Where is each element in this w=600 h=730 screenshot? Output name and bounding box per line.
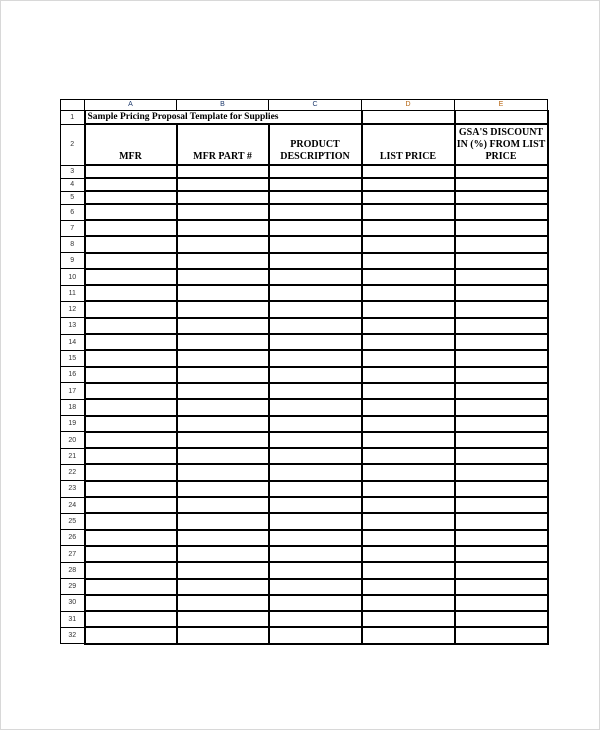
cell[interactable] [362, 481, 455, 497]
row-number: 15 [61, 350, 85, 366]
cell[interactable] [362, 334, 455, 350]
cell[interactable] [269, 464, 362, 480]
row-number: 28 [61, 562, 85, 578]
cell[interactable] [455, 595, 548, 611]
row-number: 26 [61, 530, 85, 546]
cell[interactable] [177, 204, 269, 220]
table-row [61, 627, 548, 643]
cell[interactable] [362, 269, 455, 285]
cell[interactable] [269, 562, 362, 578]
cell[interactable] [455, 546, 548, 562]
cell[interactable] [362, 318, 455, 334]
cell[interactable] [455, 448, 548, 464]
table-row [61, 416, 548, 432]
table-row [61, 285, 548, 301]
title-row [61, 111, 548, 125]
cell[interactable] [455, 204, 548, 220]
row-number: 29 [61, 579, 85, 595]
table-row [61, 165, 548, 178]
cell[interactable] [85, 579, 177, 595]
cell[interactable] [455, 367, 548, 383]
row-number: 18 [61, 399, 85, 415]
cell[interactable] [85, 285, 177, 301]
cell[interactable] [455, 530, 548, 546]
cell[interactable] [177, 497, 269, 513]
cell[interactable] [177, 481, 269, 497]
row-number: 22 [61, 464, 85, 480]
cell[interactable] [85, 334, 177, 350]
cell[interactable] [455, 562, 548, 578]
cell[interactable] [85, 448, 177, 464]
table-row [61, 204, 548, 220]
column-header-c: C [269, 100, 362, 111]
row-number: 32 [61, 627, 85, 643]
table-row [61, 399, 548, 415]
cell[interactable] [362, 546, 455, 562]
cell[interactable] [455, 220, 548, 236]
cell[interactable] [269, 530, 362, 546]
cell[interactable] [362, 191, 455, 204]
table-row [61, 595, 548, 611]
cell[interactable] [177, 220, 269, 236]
cell[interactable] [177, 285, 269, 301]
table-row [61, 513, 548, 529]
row-number: 4 [61, 178, 85, 191]
cell[interactable] [455, 191, 548, 204]
cell[interactable] [269, 285, 362, 301]
cell[interactable] [85, 611, 177, 627]
cell[interactable] [455, 236, 548, 252]
cell[interactable] [177, 165, 269, 178]
row-number: 8 [61, 236, 85, 252]
table-row [61, 432, 548, 448]
table-row [61, 236, 548, 252]
cell[interactable] [177, 579, 269, 595]
row-number: 2 [61, 124, 85, 165]
cell[interactable] [85, 350, 177, 366]
cell[interactable] [269, 191, 362, 204]
cell[interactable] [362, 220, 455, 236]
cell[interactable] [177, 448, 269, 464]
cell[interactable] [269, 399, 362, 415]
cell[interactable] [269, 595, 362, 611]
cell[interactable] [362, 111, 455, 125]
cell[interactable] [362, 611, 455, 627]
row-number: 6 [61, 204, 85, 220]
cell[interactable] [85, 627, 177, 643]
table-row [61, 611, 548, 627]
column-header-b: B [177, 100, 269, 111]
cell[interactable] [177, 399, 269, 415]
row-number: 16 [61, 367, 85, 383]
row-number: 19 [61, 416, 85, 432]
header-list-price: LIST PRICE [362, 124, 455, 165]
cell[interactable] [85, 204, 177, 220]
cell[interactable] [177, 318, 269, 334]
cell[interactable] [85, 546, 177, 562]
cell[interactable] [455, 432, 548, 448]
cell[interactable] [269, 627, 362, 643]
row-number: 7 [61, 220, 85, 236]
cell[interactable] [362, 285, 455, 301]
cell[interactable] [85, 464, 177, 480]
cell[interactable] [269, 318, 362, 334]
cell[interactable] [455, 301, 548, 317]
cell[interactable] [85, 595, 177, 611]
cell[interactable] [455, 318, 548, 334]
cell[interactable] [455, 165, 548, 178]
cell[interactable] [269, 579, 362, 595]
cell[interactable] [362, 301, 455, 317]
cell[interactable] [177, 611, 269, 627]
table-row [61, 464, 548, 480]
table-row [61, 579, 548, 595]
cell[interactable] [269, 253, 362, 269]
cell[interactable] [269, 236, 362, 252]
cell[interactable] [362, 530, 455, 546]
cell[interactable] [177, 530, 269, 546]
cell[interactable] [177, 432, 269, 448]
column-header-e: E [455, 100, 548, 111]
row-number: 5 [61, 191, 85, 204]
table-row [61, 383, 548, 399]
row-number: 17 [61, 383, 85, 399]
cell[interactable] [269, 178, 362, 191]
cell[interactable] [177, 367, 269, 383]
column-header-row [61, 100, 548, 111]
row-number: 13 [61, 318, 85, 334]
cell[interactable] [362, 497, 455, 513]
cell[interactable] [85, 269, 177, 285]
cell[interactable] [85, 513, 177, 529]
cell[interactable] [362, 178, 455, 191]
cell[interactable] [269, 611, 362, 627]
cell[interactable] [362, 416, 455, 432]
cell[interactable] [177, 191, 269, 204]
header-row [61, 124, 548, 165]
cell[interactable] [269, 334, 362, 350]
cell[interactable] [269, 350, 362, 366]
cell[interactable] [455, 334, 548, 350]
cell[interactable] [85, 367, 177, 383]
cell[interactable] [269, 546, 362, 562]
table-row [61, 191, 548, 204]
cell[interactable] [269, 497, 362, 513]
cell[interactable] [362, 464, 455, 480]
cell[interactable] [362, 350, 455, 366]
cell[interactable] [455, 464, 548, 480]
cell[interactable] [177, 253, 269, 269]
cell[interactable] [269, 204, 362, 220]
cell[interactable] [177, 334, 269, 350]
cell[interactable] [177, 627, 269, 643]
cell[interactable] [455, 611, 548, 627]
cell[interactable] [177, 383, 269, 399]
cell[interactable] [85, 301, 177, 317]
cell[interactable] [177, 513, 269, 529]
cell[interactable] [269, 513, 362, 529]
table-row [61, 253, 548, 269]
table-row [61, 220, 548, 236]
row-number: 20 [61, 432, 85, 448]
cell[interactable] [455, 416, 548, 432]
cell[interactable] [362, 204, 455, 220]
row-number: 14 [61, 334, 85, 350]
cell[interactable] [269, 481, 362, 497]
table-row [61, 318, 548, 334]
row-number: 27 [61, 546, 85, 562]
row-number: 25 [61, 513, 85, 529]
cell[interactable] [177, 595, 269, 611]
cell[interactable] [85, 497, 177, 513]
cell[interactable] [85, 191, 177, 204]
sheet-title: Sample Pricing Proposal Template for Supplies [85, 111, 362, 125]
table-row [61, 481, 548, 497]
cell[interactable] [362, 367, 455, 383]
table-row [61, 546, 548, 562]
cell[interactable] [455, 579, 548, 595]
corner-cell [61, 100, 85, 111]
cell[interactable] [455, 399, 548, 415]
cell[interactable] [85, 178, 177, 191]
cell[interactable] [455, 111, 548, 125]
cell[interactable] [85, 318, 177, 334]
row-number: 11 [61, 285, 85, 301]
cell[interactable] [177, 269, 269, 285]
pricing-spreadsheet [60, 99, 549, 645]
cell[interactable] [455, 383, 548, 399]
table-row [61, 530, 548, 546]
table-row [61, 367, 548, 383]
table-row [61, 178, 548, 191]
cell[interactable] [85, 236, 177, 252]
cell[interactable] [269, 301, 362, 317]
cell[interactable] [362, 165, 455, 178]
cell[interactable] [362, 448, 455, 464]
cell[interactable] [362, 627, 455, 643]
header-product-description: PRODUCT DESCRIPTION [269, 124, 362, 165]
table-row [61, 350, 548, 366]
cell[interactable] [85, 416, 177, 432]
row-number: 3 [61, 165, 85, 178]
cell[interactable] [177, 178, 269, 191]
cell[interactable] [362, 595, 455, 611]
cell[interactable] [269, 448, 362, 464]
cell[interactable] [85, 399, 177, 415]
row-number: 12 [61, 301, 85, 317]
cell[interactable] [362, 579, 455, 595]
table-row [61, 334, 548, 350]
cell[interactable] [455, 627, 548, 643]
cell[interactable] [362, 253, 455, 269]
row-number: 23 [61, 481, 85, 497]
cell[interactable] [85, 432, 177, 448]
cell[interactable] [269, 220, 362, 236]
cell[interactable] [177, 350, 269, 366]
cell[interactable] [269, 432, 362, 448]
cell[interactable] [85, 253, 177, 269]
header-mfr-part: MFR PART # [177, 124, 269, 165]
cell[interactable] [455, 497, 548, 513]
table-row [61, 562, 548, 578]
cell[interactable] [455, 269, 548, 285]
row-number: 21 [61, 448, 85, 464]
cell[interactable] [269, 367, 362, 383]
cell[interactable] [362, 562, 455, 578]
table-row [61, 497, 548, 513]
cell[interactable] [177, 236, 269, 252]
cell[interactable] [269, 269, 362, 285]
cell[interactable] [362, 513, 455, 529]
cell[interactable] [177, 546, 269, 562]
cell[interactable] [85, 220, 177, 236]
cell[interactable] [85, 481, 177, 497]
cell[interactable] [362, 399, 455, 415]
cell[interactable] [177, 464, 269, 480]
cell[interactable] [455, 481, 548, 497]
header-mfr: MFR [85, 124, 177, 165]
row-number: 31 [61, 611, 85, 627]
column-header-d: D [362, 100, 455, 111]
cell[interactable] [362, 383, 455, 399]
row-number: 30 [61, 595, 85, 611]
cell[interactable] [455, 178, 548, 191]
cell[interactable] [85, 383, 177, 399]
cell[interactable] [269, 383, 362, 399]
cell[interactable] [455, 350, 548, 366]
cell[interactable] [269, 416, 362, 432]
cell[interactable] [177, 416, 269, 432]
cell[interactable] [455, 253, 548, 269]
table-row [61, 301, 548, 317]
table-row [61, 448, 548, 464]
row-number: 24 [61, 497, 85, 513]
cell[interactable] [362, 432, 455, 448]
cell[interactable] [177, 562, 269, 578]
cell[interactable] [85, 530, 177, 546]
column-header-a: A [85, 100, 177, 111]
cell[interactable] [455, 513, 548, 529]
cell[interactable] [455, 285, 548, 301]
cell[interactable] [85, 165, 177, 178]
header-gsa-discount: GSA'S DISCOUNT IN (%) FROM LIST PRICE [455, 124, 548, 165]
cell[interactable] [85, 562, 177, 578]
row-number: 9 [61, 253, 85, 269]
cell[interactable] [362, 236, 455, 252]
cell[interactable] [269, 165, 362, 178]
cell[interactable] [177, 301, 269, 317]
row-number: 1 [61, 111, 85, 125]
table-row [61, 269, 548, 285]
row-number: 10 [61, 269, 85, 285]
